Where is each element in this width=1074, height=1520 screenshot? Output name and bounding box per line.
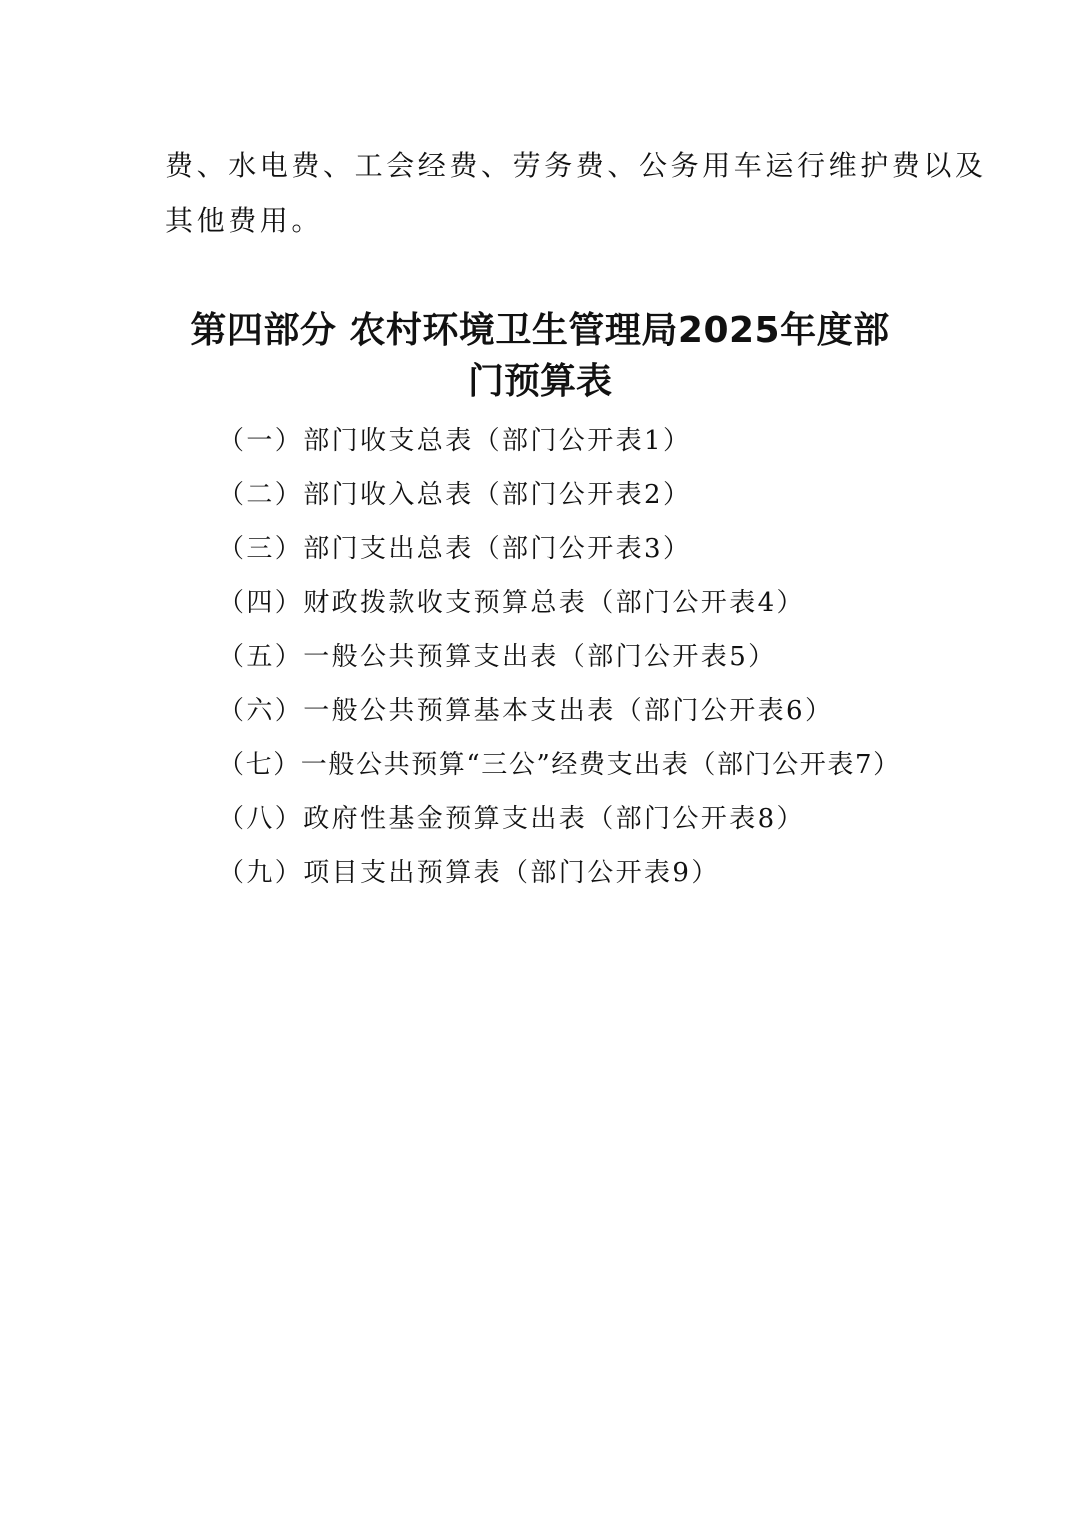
toc-item: （五）一般公共预算支出表（部门公开表5） xyxy=(218,642,777,672)
toc-item: （九）项目支出预算表（部门公开表9） xyxy=(218,858,720,888)
section-heading: 第四部分 农村环境卫生管理局2025年度部 xyxy=(190,310,890,351)
paragraph-line: 其他费用。 xyxy=(165,204,324,237)
toc-item: （六）一般公共预算基本支出表（部门公开表6） xyxy=(218,696,834,726)
toc-item: （二）部门收入总表（部门公开表2） xyxy=(218,480,692,510)
toc-item: （三）部门支出总表（部门公开表3） xyxy=(218,534,692,564)
toc-item: （一）部门收支总表（部门公开表1） xyxy=(218,426,692,456)
section-heading: 门预算表 xyxy=(467,361,612,402)
paragraph-line: 费、水电费、工会经费、劳务费、公务用车运行维护费以及 xyxy=(165,149,987,182)
toc-item: （八）政府性基金预算支出表（部门公开表8） xyxy=(218,804,805,834)
toc-item: （四）财政拨款收支预算总表（部门公开表4） xyxy=(218,588,805,618)
toc-item: （七）一般公共预算“三公”经费支出表（部门公开表7） xyxy=(218,750,901,780)
